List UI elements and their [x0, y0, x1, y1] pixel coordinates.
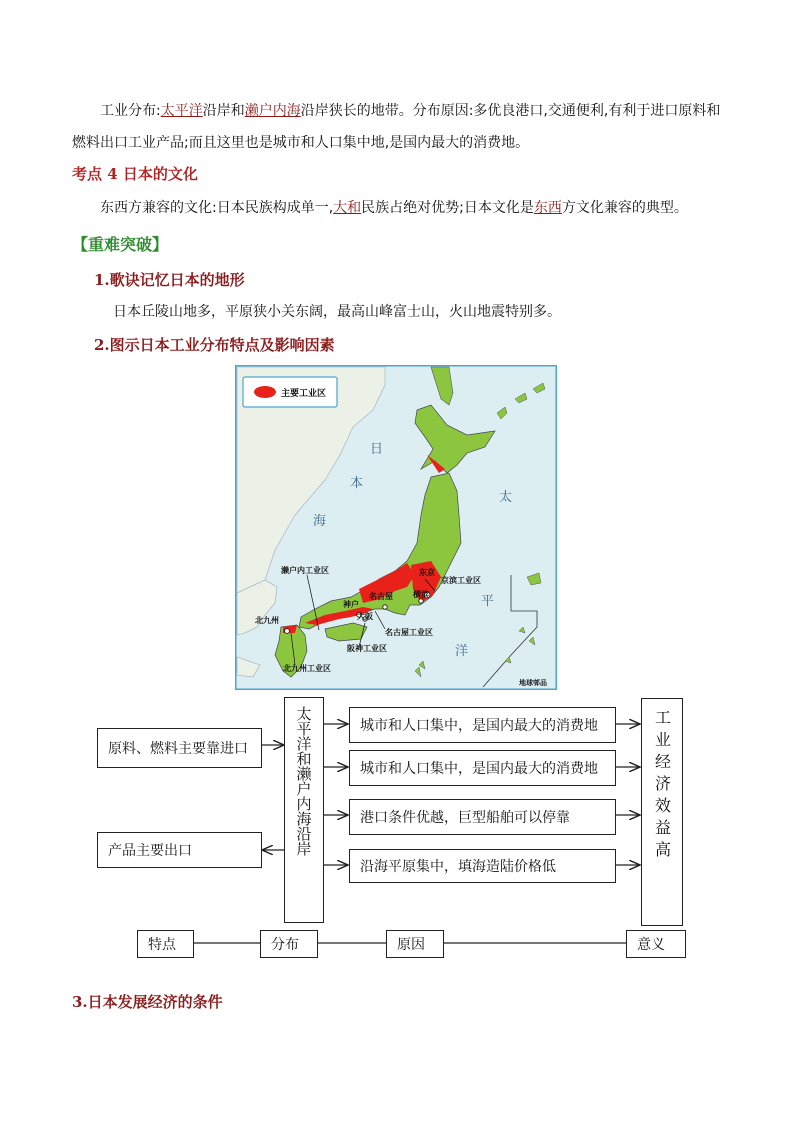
- box-products-export: 产品主要出口: [97, 832, 262, 868]
- ocean-label-ping: 平: [481, 594, 495, 609]
- subheading-industry-diagram: 2.图示日本工业分布特点及影响因素: [94, 336, 335, 354]
- box-economic-benefit: 工业经济效益高: [641, 698, 683, 926]
- underlined-pacific: 太平洋: [160, 103, 203, 119]
- bottom-label-distribution: 分布: [260, 930, 318, 958]
- industry-distribution-line2: 燃料出口工业产品;而且这里也是城市和人口集中地,是国内最大的消费地。: [72, 135, 530, 151]
- bottom-label-significance: 意义: [626, 930, 686, 958]
- label-hanshin: 阪神工业区: [347, 644, 387, 653]
- underlined-east-west: 东西: [533, 200, 562, 216]
- label-kitakyushu: 北九州: [255, 616, 279, 625]
- label-osaka: 大阪: [357, 612, 373, 621]
- industry-distribution-line1: [100, 99, 720, 123]
- text: 东西方兼容的文化:日本民族构成单一,: [100, 200, 334, 216]
- sea-label-ri: 日: [370, 442, 384, 457]
- box-raw-materials-import: 原料、燃料主要靠进口: [97, 728, 262, 768]
- underlined-setouchi: 濑户内海: [244, 103, 301, 119]
- box-reason-3: 港口条件优越，巨型船舶可以停靠: [349, 799, 616, 835]
- box-pacific-setouchi-coast: 太平洋和濑户内海沿岸: [284, 697, 324, 923]
- sea-label-ben: 本: [350, 476, 364, 491]
- text: 沿岸狭长的地带。分布原因:多优良港口,交通便利,有利于进口原料和: [300, 103, 721, 119]
- sea-label-hai: 海: [313, 514, 327, 529]
- label-keihin: 京滨工业区: [441, 576, 481, 585]
- text: 沿岸和: [202, 103, 245, 119]
- label-tokyo: 东京: [419, 568, 435, 577]
- japan-industry-map: [235, 365, 557, 690]
- text: 工业分布:: [100, 103, 161, 119]
- section-heading-kaodian4: 考点 4 日本的文化: [72, 165, 198, 183]
- label-nagoya-area: 名古屋工业区: [385, 628, 433, 637]
- label-nagoya: 名古屋: [369, 592, 393, 601]
- terrain-mnemonic-text: 日本丘陵山地多，平原狭小关东阔，最高山峰富士山，火山地震特别多。: [113, 304, 561, 320]
- label-kitakyushu-area: 北九州工业区: [283, 664, 331, 673]
- map-watermark: 地球邨品: [519, 679, 547, 687]
- bottom-label-feature: 特点: [137, 930, 194, 958]
- text: 民族占绝对优势;日本文化是: [361, 200, 534, 216]
- culture-paragraph: [100, 196, 688, 220]
- legend-label: 主要工业区: [281, 389, 327, 399]
- underlined-yamato: 大和: [333, 200, 362, 216]
- legend-swatch: [254, 386, 276, 398]
- section-heading-key-points: 【重难突破】: [72, 235, 169, 254]
- ocean-label-tai: 太: [499, 490, 513, 505]
- bottom-label-reason: 原因: [386, 930, 444, 958]
- box-reason-1: 城市和人口集中，是国内最大的消费地: [349, 707, 616, 743]
- subheading-terrain-mnemonic: 1.歌诀记忆日本的地形: [94, 271, 245, 289]
- label-yokohama: 横滨: [413, 590, 429, 599]
- city-dot-nagoya: [383, 605, 387, 609]
- city-dot-yokohama: [419, 599, 423, 603]
- box-reason-2: 城市和人口集中，是国内最大的消费地: [349, 750, 616, 786]
- label-kobe: 神户: [343, 600, 359, 609]
- ocean-label-yang: 洋: [455, 644, 469, 659]
- label-setouchi: 濑户内工业区: [281, 566, 329, 575]
- box-reason-4: 沿海平原集中，填海造陆价格低: [349, 849, 616, 883]
- subheading-economic-conditions: 3.日本发展经济的条件: [72, 993, 223, 1011]
- city-dot-kitakyushu: [285, 629, 290, 634]
- text: 方文化兼容的典型。: [561, 200, 688, 216]
